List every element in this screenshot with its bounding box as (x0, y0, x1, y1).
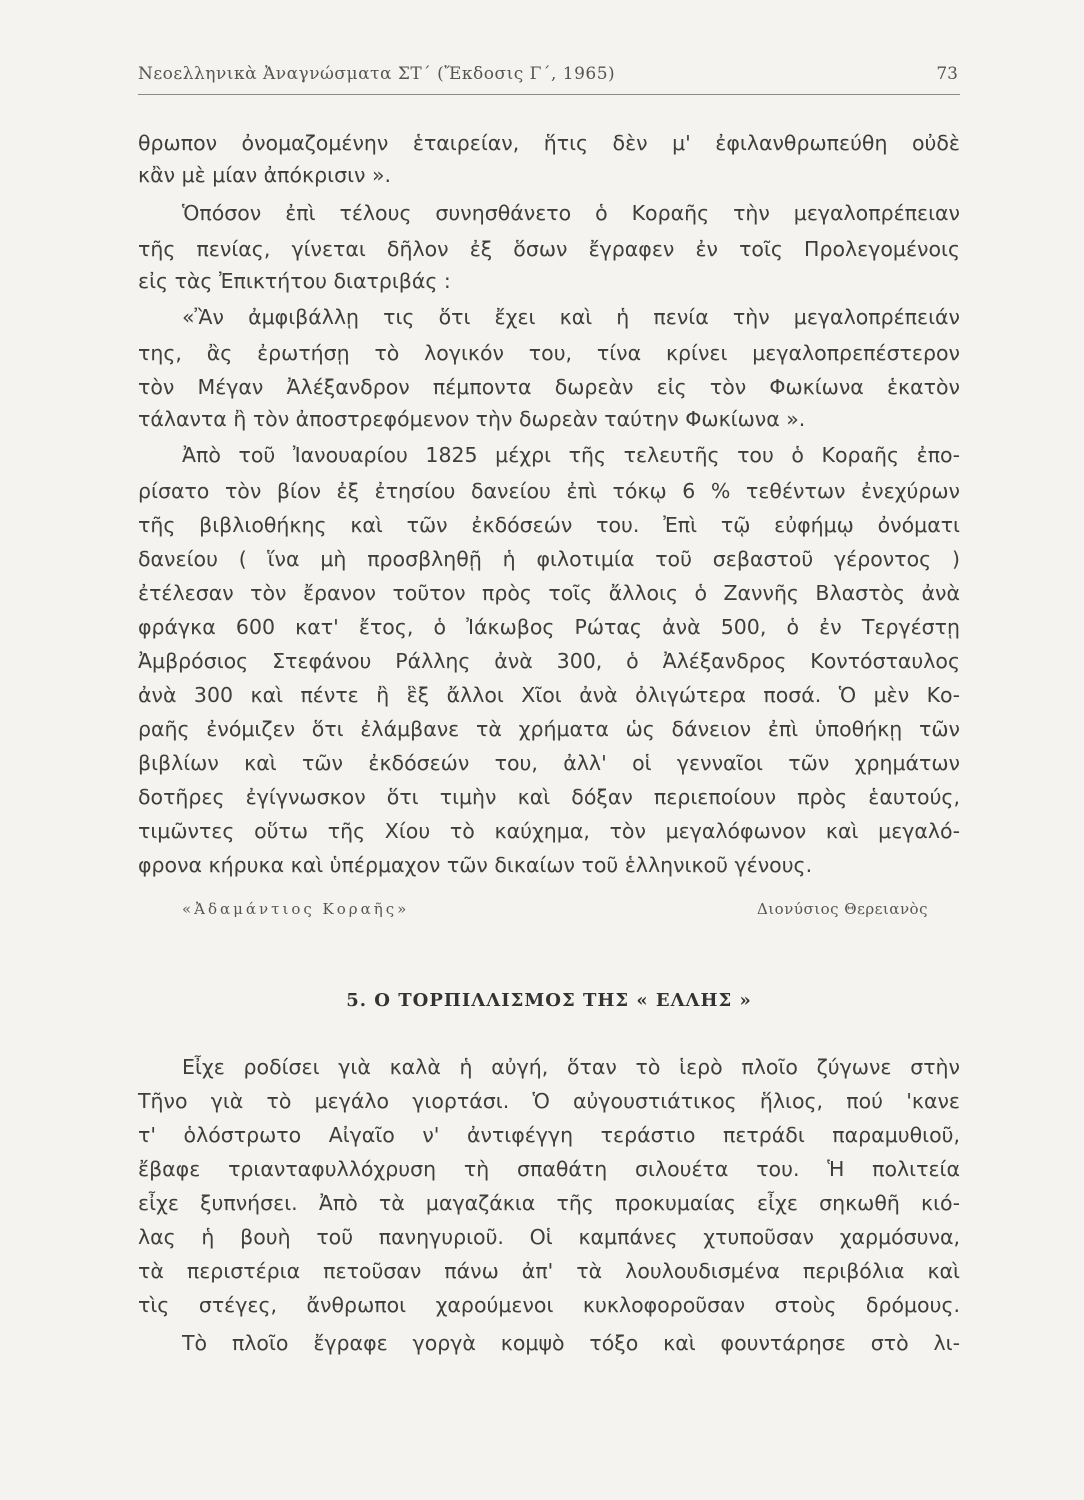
text-line: Τὸ πλοῖο ἔγραφε γοργὰ κομψὸ τόξο καὶ φουντάρησε στὸ λι- (182, 1331, 960, 1355)
text-line: Ἀμβρόσιος Στεφάνου Ράλλης ἀνὰ 300, ὁ Ἀλέξανδρος Κοντόσταυλος (138, 649, 960, 673)
running-header (138, 58, 960, 95)
text-line: εἶχε ξυπνήσει. Ἀπὸ τὰ μαγαζάκια τῆς προκυμαίας εἶχε σηκωθῆ κιό- (138, 1191, 960, 1215)
text-line: της, ἂς ἐρωτήσῃ τὸ λογικόν του, τίνα κρίνει μεγαλοπρεπέστερον (138, 341, 960, 365)
section-heading: 5. Ο ΤΟΡΠΙΛΛΙΣΜΟΣ ΤΗΣ « ΕΛΛΗΣ » (346, 990, 752, 1011)
text-line: τ' ὁλόστρωτο Αἰγαῖο ν' ἀντιφέγγη τεράστιο πετράδι παραμυθιοῦ, (138, 1123, 960, 1147)
text-line: Εἶχε ροδίσει γιὰ καλὰ ἡ αὐγή, ὅταν τὸ ἱερὸ πλοῖο ζύγωνε στὴν (182, 1055, 960, 1079)
text-line: φράγκα 600 κατ' ἔτος, ὁ Ἰάκωβος Ρώτας ἀνὰ 500, ὁ ἐν Τεργέστῃ (138, 615, 960, 639)
text-line: Ἀπὸ τοῦ Ἰανουαρίου 1825 μέχρι τῆς τελευτῆς του ὁ Κοραῆς ἐπο- (182, 443, 960, 467)
header-source: Νεοελληνικὰ Ἀναγνώσματα ΣΤ΄ (Ἔκδοσις Γ΄, 1965) (138, 64, 616, 84)
text-line: ρίσατο τὸν βίον ἐξ ἐτησίου δανείου ἐπὶ τόκῳ 6 % τεθέντων ἐνεχύρων (138, 479, 960, 503)
page-number: 73 (936, 64, 958, 84)
text-line: ἀνὰ 300 καὶ πέντε ἢ ἓξ ἄλλοι Χῖοι ἀνὰ ὀλιγώτερα ποσά. Ὁ μὲν Κο- (138, 683, 960, 707)
text-line: δανείου ( ἵνα μὴ προσβληθῇ ἡ φιλοτιμία τοῦ σεβαστοῦ γέροντος ) (138, 547, 960, 571)
text-line: ἔβαφε τριανταφυλλόχρυση τὴ σπαθάτη σιλουέτα του. Ἡ πολιτεία (138, 1157, 960, 1181)
text-line: φρονα κήρυκα καὶ ὑπέρμαχον τῶν δικαίων τοῦ ἑλληνικοῦ γένους. (138, 853, 813, 877)
text-line: κἂν μὲ μίαν ἀπόκρισιν ». (138, 163, 392, 187)
text-line: τιμῶντες οὕτω τῆς Χίου τὸ καύχημα, τὸν μεγαλόφωνον καὶ μεγαλό- (138, 819, 960, 843)
text-line: τὰ περιστέρια πετοῦσαν πάνω ἀπ' τὰ λουλουδισμένα περιβόλια καὶ (138, 1259, 960, 1283)
text-line: δοτῆρες ἐγίγνωσκον ὅτι τιμὴν καὶ δόξαν περιεποίουν πρὸς ἑαυτούς, (138, 785, 960, 809)
text-line: τάλαντα ἢ τὸν ἀποστρεφόμενον τὴν δωρεὰν ταύτην Φωκίωνα ». (138, 407, 806, 431)
attribution-author: Διονύσιος Θερειανὸς (756, 900, 928, 918)
text-line: ἐτέλεσαν τὸν ἔρανον τοῦτον πρὸς τοῖς ἄλλοις ὁ Ζαννῆς Βλαστὸς ἀνὰ (138, 581, 960, 605)
text-line: θρωπον ὀνομαζομένην ἑταιρείαν, ἥτις δὲν μ' ἐφιλανθρωπεύθη οὐδὲ (138, 131, 960, 155)
text-line: βιβλίων καὶ τῶν ἐκδόσεών του, ἀλλ' οἱ γενναῖοι τῶν χρημάτων (138, 751, 960, 775)
text-line: τὸν Μέγαν Ἀλέξανδρον πέμποντα δωρεὰν εἰς τὸν Φωκίωνα ἑκατὸν (138, 375, 960, 399)
text-line: Τῆνο γιὰ τὸ μεγάλο γιορτάσι. Ὁ αὐγουστιάτικος ἥλιος, πού 'κανε (138, 1089, 960, 1113)
attribution-work: «Ἀδαμάντιος Κοραῆς» (182, 900, 410, 918)
text-line: εἰς τὰς Ἐπικτήτου διατριβάς : (138, 269, 451, 293)
text-line: Ὁπόσον ἐπὶ τέλους συνησθάνετο ὁ Κοραῆς τὴν μεγαλοπρέπειαν (182, 201, 960, 225)
text-line: «Ἂν ἀμφιβάλλῃ τις ὅτι ἔχει καὶ ἡ πενία τὴν μεγαλοπρέπειάν (182, 305, 960, 329)
text-line: τῆς βιβλιοθήκης καὶ τῶν ἐκδόσεών του. Ἐπὶ τῷ εὐφήμῳ ὀνόματι (138, 513, 960, 537)
text-line: τὶς στέγες, ἄνθρωποι χαρούμενοι κυκλοφοροῦσαν στοὺς δρόμους. (138, 1293, 960, 1317)
text-line: λας ἡ βουὴ τοῦ πανηγυριοῦ. Οἱ καμπάνες χτυποῦσαν χαρμόσυνα, (138, 1225, 960, 1249)
text-line: ραῆς ἐνόμιζεν ὅτι ἐλάμβανε τὰ χρήματα ὡς δάνειον ἐπὶ ὑποθήκῃ τῶν (138, 717, 960, 741)
text-line: τῆς πενίας, γίνεται δῆλον ἐξ ὅσων ἔγραφεν ἐν τοῖς Προλεγομένοις (138, 237, 960, 261)
